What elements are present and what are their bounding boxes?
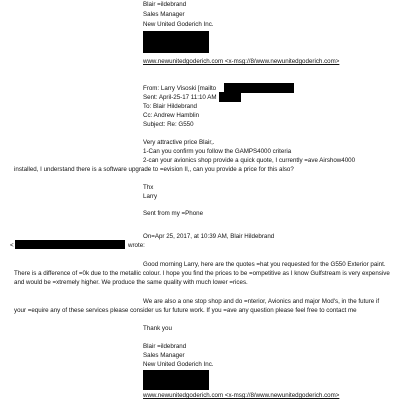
reply-wrote: wrote: bbox=[128, 242, 145, 249]
signature-top-company: New United Goderich Inc. bbox=[143, 21, 214, 28]
quoted-cc: Cc: Andrew Hamblin bbox=[143, 112, 200, 119]
blair-paragraph-2: We are also a one stop shop and do =nterior, Avionics and major Mod's, in the future if your =equire any of these services please consider us fur future work. If you =ave any question please feel free to contact me bbox=[14, 298, 380, 314]
larry-thanks: Thx bbox=[143, 184, 154, 191]
sent-redaction bbox=[219, 92, 241, 102]
blair-paragraph-1: Good morning Larry, here are the quotes =hat you requested for the G550 Exterior paint. There is a difference of =0k due to the metallic colour. I hope you find the prices to be =ompetitive as I know Gulfstream is very expensive and would be =xtremely higher. We produce the same quality with much lower =rices. bbox=[14, 261, 390, 286]
signature-top-website-link[interactable]: www.newunitedgoderich.com <x-msg://8/www.newunitedgoderich.com> bbox=[143, 58, 340, 65]
signature-bottom-website[interactable] bbox=[143, 392, 339, 400]
signature-bottom-title: Sales Manager bbox=[143, 352, 185, 359]
larry-line-1: 1-Can you confirm you follow the GAMPS4000 criteria bbox=[143, 148, 292, 155]
reply-email-redaction bbox=[15, 240, 125, 249]
signature-top-title: Sales Manager bbox=[143, 11, 185, 18]
signature-top-logo-redaction bbox=[143, 31, 209, 53]
larry-sent-from: Sent from my =Phone bbox=[143, 210, 204, 217]
signature-top-website[interactable] bbox=[143, 58, 339, 66]
larry-line-3: installed, I understand there is a software upgrade to =evision II,, can you provide a price for this also? bbox=[14, 166, 294, 173]
quoted-sent: Sent: April-25-17 11:10 AM bbox=[143, 94, 217, 101]
larry-line-2: 2-can your avionics shop provide a quick quote, I currently =ave Airshow4000 bbox=[143, 157, 356, 164]
signature-bottom-logo-redaction bbox=[143, 370, 209, 390]
reply-on-line: On=Apr 25, 2017, at 10:39 AM, Blair Hildebrand bbox=[143, 233, 275, 240]
signature-top-name: Blair =ildebrand bbox=[143, 1, 187, 8]
quoted-to: To: Blair Hildebrand bbox=[143, 103, 197, 110]
reply-lt: < bbox=[10, 242, 14, 249]
signature-bottom-website-link[interactable]: www.newunitedgoderich.com <x-msg://8/www.newunitedgoderich.com> bbox=[143, 392, 340, 399]
quoted-from: From: Larry Visoski [mailto bbox=[143, 85, 217, 92]
signature-bottom-name: Blair =ildebrand bbox=[143, 343, 187, 350]
blair-thanks: Thank you bbox=[143, 325, 172, 332]
signature-bottom-company: New United Goderich Inc. bbox=[143, 361, 214, 368]
quoted-subject: Subject: Re: G550 bbox=[143, 121, 194, 128]
larry-greeting: Very attractive price Blair,. bbox=[143, 139, 215, 146]
larry-name: Larry bbox=[143, 193, 158, 200]
